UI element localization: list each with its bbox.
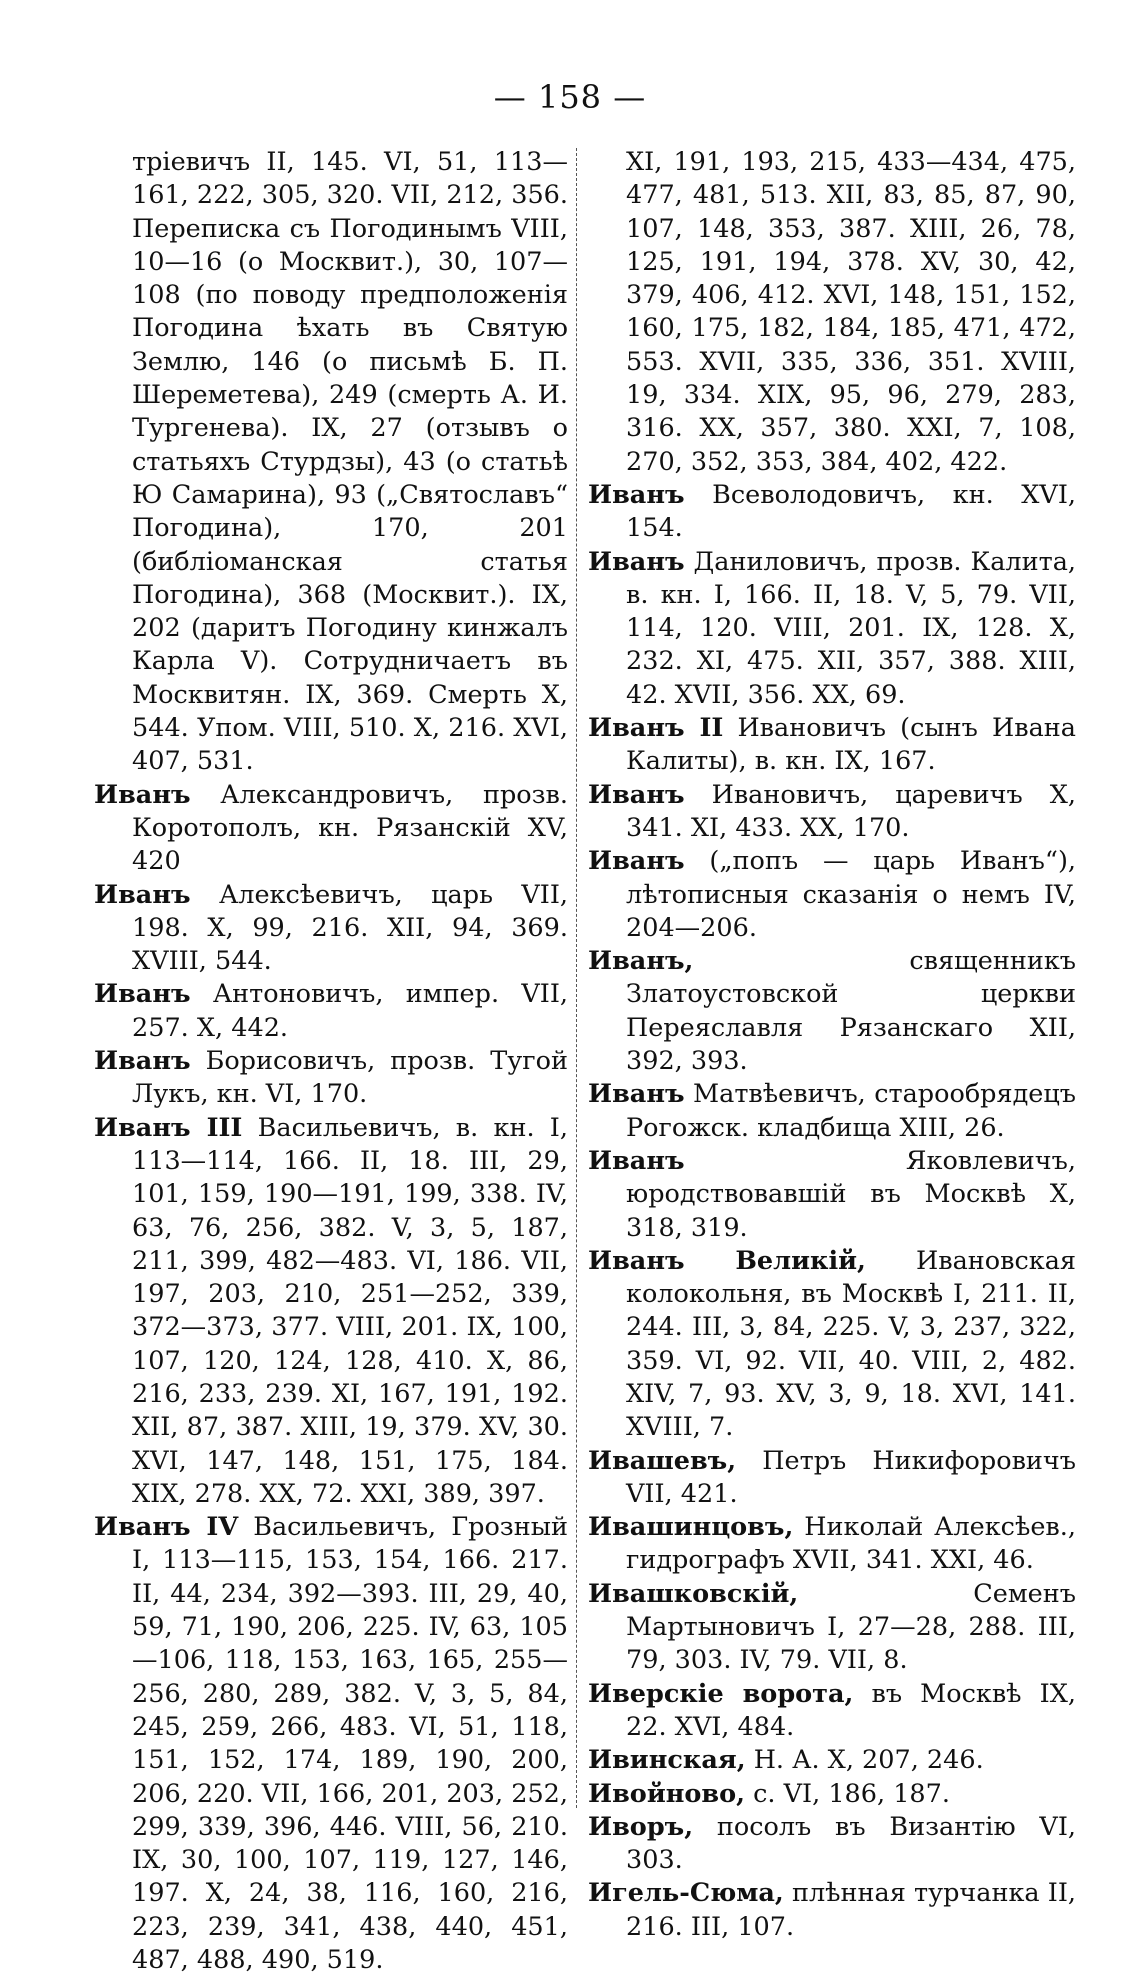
index-entry bbox=[588, 1245, 1076, 1445]
index-entry bbox=[588, 546, 1076, 712]
entry-references: Николай Алексѣев., гидрографъ XVII, 341. XXI, 46. bbox=[626, 1512, 1077, 1576]
entry-references: Матвѣевичъ, старообрядецъ Рогожск. кладбища XIII, 26. bbox=[626, 1079, 1077, 1143]
entry-references: Васильевичъ, в. кн. I, 113—114, 166. II, 18. III, 29, 101, 159, 190—191, 199, 338. IV, 63, 76, 256, 382. V, 3, 5, 187, 211, 399, 482—483. VI, 186. VII, 197, 203, 210, 251—252, 339, 372—373, 377. VIII, 201. IX, 100, 107, 120, 124, 128, 410. X, 86, 216, 233, 239. XI, 167, 191, 192. XII, 87, 387. XIII, 19, 379. XV, 30. XVI, 147, 148, 151, 175, 184. XIX, 278. XX, 72. XXI, 389, 397. bbox=[132, 1112, 568, 1509]
column-divider bbox=[576, 148, 577, 1808]
entry-headword: Иванъ bbox=[588, 846, 685, 877]
index-entry bbox=[94, 978, 568, 1045]
entry-headword: Иванъ, bbox=[588, 946, 694, 977]
entry-headword: Иванъ bbox=[588, 1079, 685, 1110]
index-entry bbox=[588, 945, 1076, 1078]
entry-headword: Ивашковскій, bbox=[588, 1578, 799, 1609]
left-column bbox=[94, 146, 568, 1977]
entry-references: Всеволодовичъ, кн. XVI, 154. bbox=[626, 479, 1076, 544]
entry-headword: Иванъ bbox=[94, 1046, 191, 1077]
entry-headword: Ивашевъ, bbox=[588, 1445, 737, 1476]
entry-references: Антоновичъ, импер. VII, 257. X, 442. bbox=[132, 979, 569, 1043]
entry-headword: Иванъ bbox=[588, 546, 685, 577]
entry-references: тріевичъ II, 145. VI, 51, 113—161, 222, 305, 320. VII, 212, 356. Переписка съ Погодинымъ VIII, 10—16 (о Москвит.), 30, 107—108 (по поводу предположенія Погодина ѣхать въ Святую Землю, 146 (о письмѣ Б. П. Шереметева), 249 (смерть А. И. Тургенева). IX, 27 (отзывъ о статьяхъ Стурдзы), 43 (о статьѣ Ю Самарина), 93 („Святославъ“ Погодина), 170, 201 (библіоманская статья Погодина), 368 (Москвит.). IX, 202 (даритъ Погодину кинжалъ Карла V). Сотрудничаетъ въ Москвитян. IX, 369. Смерть X, 544. Упом. VIII, 510. X, 216. XVI, 407, 531. bbox=[132, 147, 568, 777]
entry-headword: Иверскіе ворота, bbox=[588, 1678, 854, 1709]
entry-headword: Иванъ Великій, bbox=[588, 1245, 866, 1276]
entry-headword: Иворъ, bbox=[588, 1811, 694, 1842]
index-entry bbox=[588, 712, 1076, 779]
entry-references: Ивановичъ (сынъ Ивана Калиты), в. кн. IX, 167. bbox=[626, 713, 1076, 777]
index-entry bbox=[588, 1678, 1076, 1745]
entry-headword: Игель-Сюма, bbox=[588, 1878, 784, 1909]
index-entry bbox=[94, 1045, 568, 1112]
index-entry bbox=[94, 1511, 568, 1977]
entry-headword: Ивашинцовъ, bbox=[588, 1512, 794, 1543]
index-entry bbox=[588, 1511, 1076, 1578]
entry-headword: Ивинская, bbox=[588, 1745, 746, 1776]
index-entry bbox=[588, 1744, 1076, 1777]
index-entry bbox=[588, 479, 1076, 546]
entry-references: Яковлевичъ, юродствовавшій въ Москвѣ X, 318, 319. bbox=[626, 1145, 1076, 1243]
entry-references: XI, 191, 193, 215, 433—434, 475, 477, 481, 513. XII, 83, 85, 87, 90, 107, 148, 353, 387. XIII, 26, 78, 125, 191, 194, 378. XV, 30, 42, 379, 406, 412. XVI, 148, 151, 152, 160, 175, 182, 184, 185, 471, 472, 553. XVII, 335, 336, 351. XVIII, 19, 334. XIX, 95, 96, 279, 283, 316. XX, 357, 380. XXI, 7, 108, 270, 352, 353, 384, 402, 422. bbox=[626, 147, 1076, 477]
entry-references: с. VI, 186, 187. bbox=[753, 1778, 950, 1809]
index-entry bbox=[588, 1578, 1076, 1678]
entry-references: Васильевичъ, Грозный I, 113—115, 153, 154, 166. 217. II, 44, 234, 392—393. III, 29, 40, 59, 71, 190, 206, 225. IV, 63, 105—106, 118, 153, 163, 165, 255—256, 280, 289, 382. V, 3, 5, 84, 245, 259, 266, 483. VI, 51, 118, 151, 152, 174, 189, 190, 200, 206, 220. VII, 166, 201, 203, 252, 299, 339, 396, 446. VIII, 56, 210. IX, 30, 100, 107, 119, 127, 146, 197. X, 24, 38, 116, 160, 216, 223, 239, 341, 438, 440, 451, 487, 488, 490, 519. bbox=[132, 1512, 569, 1976]
entry-references: въ Москвѣ IX, 22. XVI, 484. bbox=[626, 1678, 1076, 1742]
entry-references: Ивановичъ, царевичъ X, 341. XI, 433. XX, 170. bbox=[626, 779, 1076, 843]
index-entry bbox=[94, 1112, 568, 1512]
entry-references: плѣнная турчанка II, 216. III, 107. bbox=[626, 1878, 1077, 1942]
entry-references: Ивановская колокольня, въ Москвѣ I, 211. II, 244. III, 3, 84, 225. V, 3, 237, 322, 359. VI, 92. VII, 40. VIII, 2, 482. XIV, 7, 93. XV, 3, 9, 18. XVI, 141. XVIII, 7. bbox=[626, 1245, 1076, 1443]
entry-headword: Иванъ II bbox=[588, 713, 724, 744]
entry-headword: Иванъ bbox=[588, 1145, 685, 1176]
entry-references: Петръ Никифоровичъ VII, 421. bbox=[626, 1445, 1076, 1509]
right-column bbox=[588, 146, 1076, 1944]
index-entry bbox=[588, 1445, 1076, 1512]
entry-headword: Иванъ bbox=[94, 979, 191, 1010]
index-entry bbox=[588, 845, 1076, 945]
entry-headword: Иванъ bbox=[588, 779, 685, 810]
index-entry bbox=[588, 1811, 1076, 1878]
index-entry bbox=[588, 146, 1076, 479]
entry-references: Даниловичъ, прозв. Калита, в. кн. I, 166. II, 18. V, 5, 79. VII, 114, 120. VIII, 201. IX, 128. X, 232. XI, 475. XII, 357, 388. XIII, 42. XVII, 356. XX, 69. bbox=[626, 546, 1077, 710]
entry-headword: Ивойново, bbox=[588, 1778, 746, 1809]
index-entry bbox=[588, 1877, 1076, 1944]
index-entry bbox=[94, 879, 568, 979]
page-number: — 158 — bbox=[493, 78, 647, 116]
entry-headword: Иванъ IV bbox=[94, 1512, 239, 1543]
entry-references: священникъ Златоустовской церкви Переяславля Рязанскаго XII, 392, 393. bbox=[626, 946, 1076, 1077]
entry-references: посолъ въ Византію VI, 303. bbox=[626, 1811, 1077, 1876]
index-entry bbox=[588, 1778, 1076, 1811]
index-entry bbox=[588, 779, 1076, 846]
index-entry bbox=[588, 1145, 1076, 1245]
entry-headword: Иванъ III bbox=[94, 1112, 243, 1143]
entry-references: Алексѣевичъ, царь VII, 198. X, 99, 216. XII, 94, 369. XVIII, 544. bbox=[132, 879, 569, 977]
index-entry bbox=[94, 146, 568, 779]
index-entry bbox=[94, 779, 568, 879]
entry-headword: Иванъ bbox=[94, 779, 191, 810]
entry-references: Н. А. X, 207, 246. bbox=[753, 1745, 984, 1776]
index-entry bbox=[588, 1078, 1076, 1145]
entry-references: Александровичъ, прозв. Коротополъ, кн. Рязанскій XV, 420 bbox=[132, 779, 568, 877]
entry-references: („попъ — царь Иванъ“), лѣтописныя сказанія о немъ IV, 204—206. bbox=[626, 846, 1076, 943]
entry-references: Борисовичъ, прозв. Тугой Лукъ, кн. VI, 170. bbox=[132, 1046, 568, 1110]
entry-headword: Иванъ bbox=[588, 479, 685, 510]
entry-headword: Иванъ bbox=[94, 879, 191, 910]
entry-references: Семенъ Мартыновичъ I, 27—28, 288. III, 79, 303. IV, 79. VII, 8. bbox=[626, 1578, 1076, 1676]
